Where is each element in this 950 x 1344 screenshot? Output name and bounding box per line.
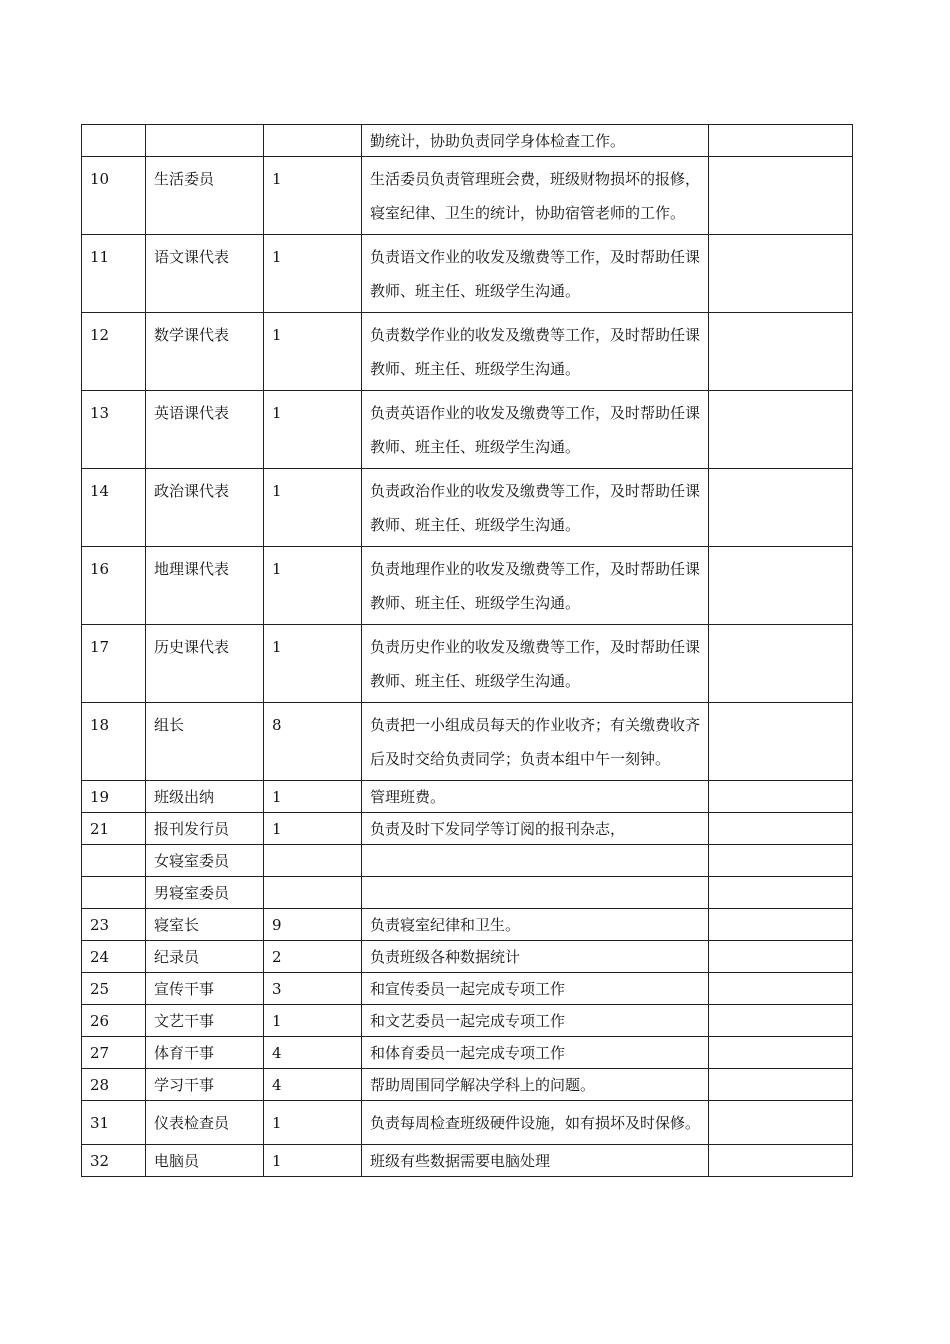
note-cell — [709, 1145, 853, 1177]
row-number-cell: 25 — [82, 973, 146, 1005]
description-cell: 负责语文作业的收发及缴费等工作，及时帮助任课教师、班主任、班级学生沟通。 — [362, 235, 709, 313]
description-cell: 和宣传委员一起完成专项工作 — [362, 973, 709, 1005]
role-cell: 寝室长 — [146, 909, 264, 941]
note-cell — [709, 1037, 853, 1069]
note-cell — [709, 941, 853, 973]
row-number-cell: 27 — [82, 1037, 146, 1069]
count-cell: 1 — [264, 547, 362, 625]
role-cell: 男寝室委员 — [146, 877, 264, 909]
note-cell — [709, 877, 853, 909]
row-number-cell: 21 — [82, 813, 146, 845]
role-cell: 语文课代表 — [146, 235, 264, 313]
table-row — [82, 547, 853, 625]
description-cell — [362, 845, 709, 877]
count-cell: 1 — [264, 1101, 362, 1145]
role-cell: 政治课代表 — [146, 469, 264, 547]
count-cell — [264, 845, 362, 877]
row-number-cell: 32 — [82, 1145, 146, 1177]
description-cell: 和体育委员一起完成专项工作 — [362, 1037, 709, 1069]
note-cell — [709, 547, 853, 625]
note-cell — [709, 313, 853, 391]
row-number-cell: 26 — [82, 1005, 146, 1037]
note-cell — [709, 703, 853, 781]
count-cell — [264, 125, 362, 157]
role-cell: 历史课代表 — [146, 625, 264, 703]
table-row — [82, 625, 853, 703]
row-number-cell: 24 — [82, 941, 146, 973]
table-row — [82, 813, 853, 845]
note-cell — [709, 235, 853, 313]
count-cell: 4 — [264, 1069, 362, 1101]
description-cell: 班级有些数据需要电脑处理 — [362, 1145, 709, 1177]
role-cell: 仪表检查员 — [146, 1101, 264, 1145]
role-cell: 地理课代表 — [146, 547, 264, 625]
row-number-cell: 12 — [82, 313, 146, 391]
count-cell: 1 — [264, 1005, 362, 1037]
description-cell: 负责寝室纪律和卫生。 — [362, 909, 709, 941]
description-cell: 勤统计，协助负责同学身体检查工作。 — [362, 125, 709, 157]
role-cell: 女寝室委员 — [146, 845, 264, 877]
count-cell: 1 — [264, 313, 362, 391]
row-number-cell: 10 — [82, 157, 146, 235]
table-row — [82, 313, 853, 391]
table-row — [82, 703, 853, 781]
table-row — [82, 1069, 853, 1101]
count-cell: 1 — [264, 391, 362, 469]
role-cell: 纪录员 — [146, 941, 264, 973]
count-cell: 9 — [264, 909, 362, 941]
role-cell: 组长 — [146, 703, 264, 781]
table-row — [82, 973, 853, 1005]
count-cell: 8 — [264, 703, 362, 781]
count-cell: 1 — [264, 813, 362, 845]
description-cell: 帮助周围同学解决学科上的问题。 — [362, 1069, 709, 1101]
count-cell — [264, 877, 362, 909]
role-cell: 电脑员 — [146, 1145, 264, 1177]
table-row — [82, 941, 853, 973]
count-cell: 1 — [264, 235, 362, 313]
description-cell: 负责英语作业的收发及缴费等工作，及时帮助任课教师、班主任、班级学生沟通。 — [362, 391, 709, 469]
role-cell: 文艺干事 — [146, 1005, 264, 1037]
description-cell: 负责地理作业的收发及缴费等工作，及时帮助任课教师、班主任、班级学生沟通。 — [362, 547, 709, 625]
count-cell: 2 — [264, 941, 362, 973]
count-cell: 1 — [264, 781, 362, 813]
role-cell: 宣传干事 — [146, 973, 264, 1005]
note-cell — [709, 1069, 853, 1101]
description-cell: 负责班级各种数据统计 — [362, 941, 709, 973]
row-number-cell: 14 — [82, 469, 146, 547]
row-number-cell — [82, 125, 146, 157]
row-number-cell: 17 — [82, 625, 146, 703]
note-cell — [709, 1101, 853, 1145]
table-row — [82, 1145, 853, 1177]
count-cell: 1 — [264, 625, 362, 703]
table-row — [82, 845, 853, 877]
note-cell — [709, 391, 853, 469]
description-cell: 生活委员负责管理班会费，班级财物损坏的报修，寝室纪律、卫生的统计，协助宿管老师的工作。 — [362, 157, 709, 235]
description-cell: 管理班费。 — [362, 781, 709, 813]
note-cell — [709, 909, 853, 941]
table-row — [82, 235, 853, 313]
note-cell — [709, 781, 853, 813]
note-cell — [709, 125, 853, 157]
row-number-cell: 28 — [82, 1069, 146, 1101]
table-row — [82, 781, 853, 813]
count-cell: 1 — [264, 1145, 362, 1177]
row-number-cell: 19 — [82, 781, 146, 813]
row-number-cell: 18 — [82, 703, 146, 781]
role-cell: 报刊发行员 — [146, 813, 264, 845]
table-row — [82, 1037, 853, 1069]
table-row — [82, 1005, 853, 1037]
description-cell: 负责每周检查班级硬件设施，如有损坏及时保修。 — [362, 1101, 709, 1145]
note-cell — [709, 469, 853, 547]
note-cell — [709, 813, 853, 845]
table-row — [82, 391, 853, 469]
note-cell — [709, 625, 853, 703]
count-cell: 1 — [264, 469, 362, 547]
description-cell: 和文艺委员一起完成专项工作 — [362, 1005, 709, 1037]
table-row — [82, 469, 853, 547]
class-duty-table — [81, 124, 853, 1177]
description-cell: 负责历史作业的收发及缴费等工作，及时帮助任课教师、班主任、班级学生沟通。 — [362, 625, 709, 703]
count-cell: 1 — [264, 157, 362, 235]
description-cell: 负责把一小组成员每天的作业收齐；有关缴费收齐后及时交给负责同学；负责本组中午一刻钟。 — [362, 703, 709, 781]
description-cell: 负责数学作业的收发及缴费等工作，及时帮助任课教师、班主任、班级学生沟通。 — [362, 313, 709, 391]
note-cell — [709, 1005, 853, 1037]
role-cell: 学习干事 — [146, 1069, 264, 1101]
row-number-cell — [82, 877, 146, 909]
note-cell — [709, 973, 853, 1005]
role-cell: 英语课代表 — [146, 391, 264, 469]
role-cell — [146, 125, 264, 157]
table-row — [82, 909, 853, 941]
row-number-cell — [82, 845, 146, 877]
count-cell: 4 — [264, 1037, 362, 1069]
table-body — [82, 125, 853, 1177]
note-cell — [709, 157, 853, 235]
row-number-cell: 23 — [82, 909, 146, 941]
role-cell: 生活委员 — [146, 157, 264, 235]
note-cell — [709, 845, 853, 877]
table-row — [82, 877, 853, 909]
description-cell — [362, 877, 709, 909]
role-cell: 数学课代表 — [146, 313, 264, 391]
row-number-cell: 11 — [82, 235, 146, 313]
table-row — [82, 125, 853, 157]
row-number-cell: 13 — [82, 391, 146, 469]
table-row — [82, 1101, 853, 1145]
row-number-cell: 16 — [82, 547, 146, 625]
role-cell: 体育干事 — [146, 1037, 264, 1069]
row-number-cell: 31 — [82, 1101, 146, 1145]
table-row — [82, 157, 853, 235]
role-cell: 班级出纳 — [146, 781, 264, 813]
count-cell: 3 — [264, 973, 362, 1005]
description-cell: 负责及时下发同学等订阅的报刊杂志， — [362, 813, 709, 845]
description-cell: 负责政治作业的收发及缴费等工作，及时帮助任课教师、班主任、班级学生沟通。 — [362, 469, 709, 547]
